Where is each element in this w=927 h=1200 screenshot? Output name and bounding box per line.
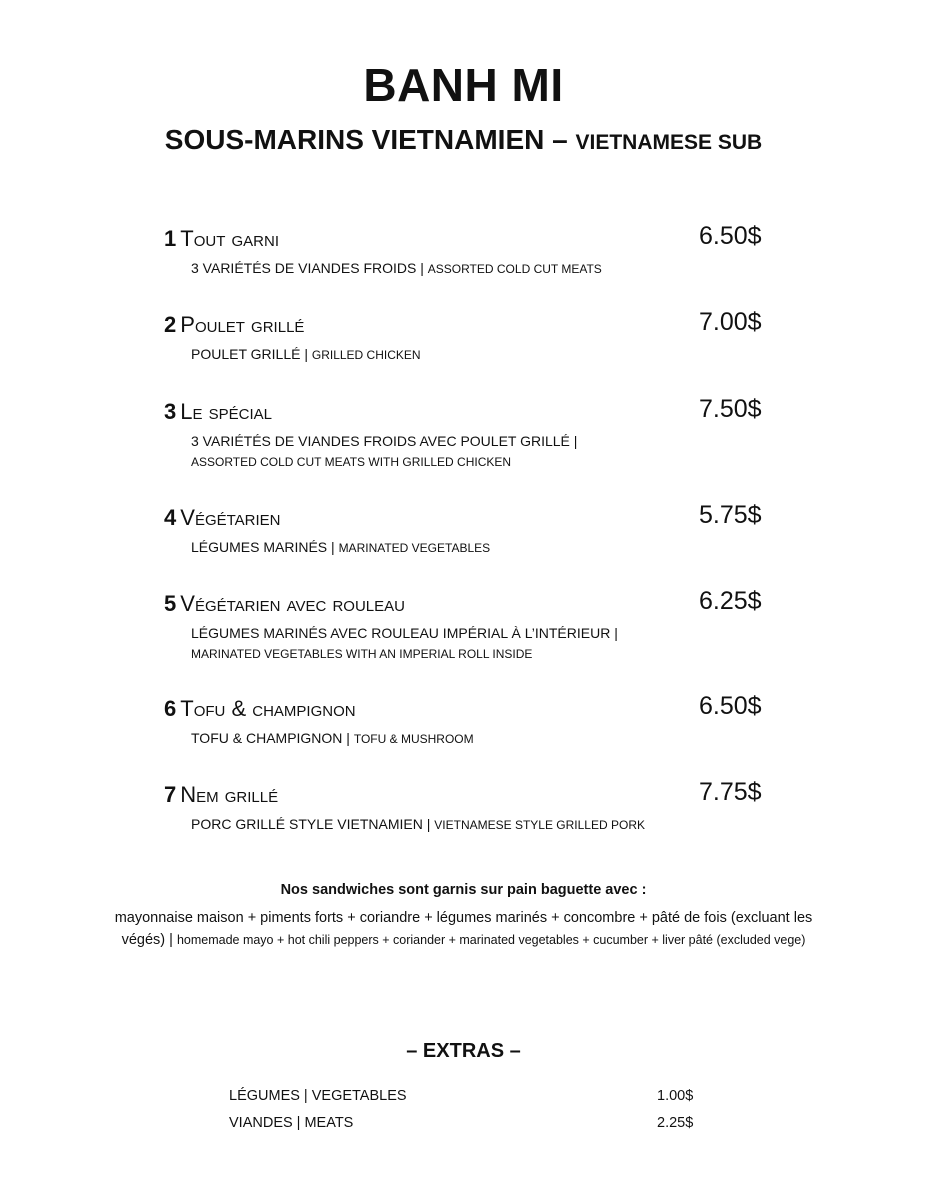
item-name-initial: T [180,226,194,251]
item-name-initial: P [180,312,195,337]
item-name-rest: ofu & champignon [193,696,356,721]
item-name-rest: e spécial [192,399,272,424]
item-number: 5 [164,591,177,616]
item-desc-en: GRILLED CHICKEN [311,348,421,362]
notes-text [100,907,827,951]
item-description [191,728,784,749]
extras-title: – EXTRAS – [406,1040,521,1062]
menu-title: BANH MI [363,59,564,111]
item-desc-en: MARINATED VEGETABLES [338,541,491,555]
extra-label: VIANDES | MEATS [229,1115,354,1131]
item-name-rest: em grillé [196,782,279,807]
menu-item [164,222,784,279]
item-price: 7.75$ [699,778,762,806]
item-name-initial: V [180,505,195,530]
item-description [191,623,784,664]
item-name [164,226,279,252]
item-desc-fr: TOFU & CHAMPIGNON | [191,730,350,746]
menu-item [164,308,784,365]
subtitle-en: VIETNAMESE SUB [575,131,763,154]
item-number: 2 [164,312,177,337]
item-desc-fr: LÉGUMES MARINÉS | [191,539,335,555]
item-name-rest: oulet grillé [194,312,305,337]
item-desc-fr: LÉGUMES MARINÉS AVEC ROULEAU IMPÉRIAL À L’INTÉRIEUR | [191,625,618,641]
item-name-initial: N [180,782,197,807]
item-name-initial: L [180,399,193,424]
menu-item [164,692,784,749]
item-price: 6.25$ [699,587,762,615]
item-name [164,696,356,722]
notes-fr: mayonnaise maison + piments forts + coriandre + légumes marinés + concombre + pâté de fois (excluant les végés) | [114,910,813,948]
item-desc-en: MARINATED VEGETABLES WITH AN IMPERIAL ROLL INSIDE [191,647,533,661]
item-name-rest: égétarien avec rouleau [194,591,405,616]
item-desc-fr: 3 VARIÉTÉS DE VIANDES FROIDS | [191,260,424,276]
item-name-rest: out garni [193,226,279,251]
item-name [164,591,405,617]
item-desc-fr: POULET GRILLÉ | [191,346,308,362]
item-number: 1 [164,226,177,251]
item-name-rest: égétarien [194,505,281,530]
item-price: 6.50$ [699,692,762,720]
item-number: 7 [164,782,177,807]
extra-row [229,1115,709,1137]
item-price: 7.00$ [699,308,762,336]
item-number: 3 [164,399,177,424]
menu-item [164,778,784,835]
menu-subtitle [0,124,927,156]
extra-price: 2.25$ [657,1115,694,1131]
item-desc-en: ASSORTED COLD CUT MEATS WITH GRILLED CHICKEN [191,455,512,469]
sandwich-notes [100,882,827,951]
item-number: 6 [164,696,177,721]
item-name [164,312,304,338]
item-name-initial: V [180,591,195,616]
item-desc-en: TOFU & MUSHROOM [353,732,474,746]
item-description [191,344,784,365]
menu-item [164,395,784,472]
item-description [191,431,784,472]
subtitle-fr: SOUS-MARINS VIETNAMIEN – [164,124,568,155]
item-desc-en: ASSORTED COLD CUT MEATS [427,262,602,276]
notes-en: homemade mayo + hot chili peppers + coriander + marinated vegetables + cucumber + liver pâté (excluded vege) [176,933,806,947]
item-desc-en: VIETNAMESE STYLE GRILLED PORK [434,818,645,832]
extra-price: 1.00$ [657,1088,694,1104]
item-name [164,505,281,531]
item-description [191,258,784,279]
item-price: 7.50$ [699,395,762,423]
menu-item [164,587,784,664]
item-price: 5.75$ [699,501,762,529]
item-name [164,782,278,808]
extra-row [229,1088,709,1110]
item-desc-fr: 3 VARIÉTÉS DE VIANDES FROIDS AVEC POULET GRILLÉ | [191,433,578,449]
menu-item [164,501,784,558]
notes-heading: Nos sandwiches sont garnis sur pain baguette avec : [280,882,647,898]
extra-label: LÉGUMES | VEGETABLES [229,1088,407,1104]
item-name [164,399,272,425]
item-description [191,814,784,835]
item-number: 4 [164,505,177,530]
item-price: 6.50$ [699,222,762,250]
item-description [191,537,784,558]
item-desc-fr: PORC GRILLÉ STYLE VIETNAMIEN | [191,816,431,832]
item-name-initial: T [180,696,194,721]
